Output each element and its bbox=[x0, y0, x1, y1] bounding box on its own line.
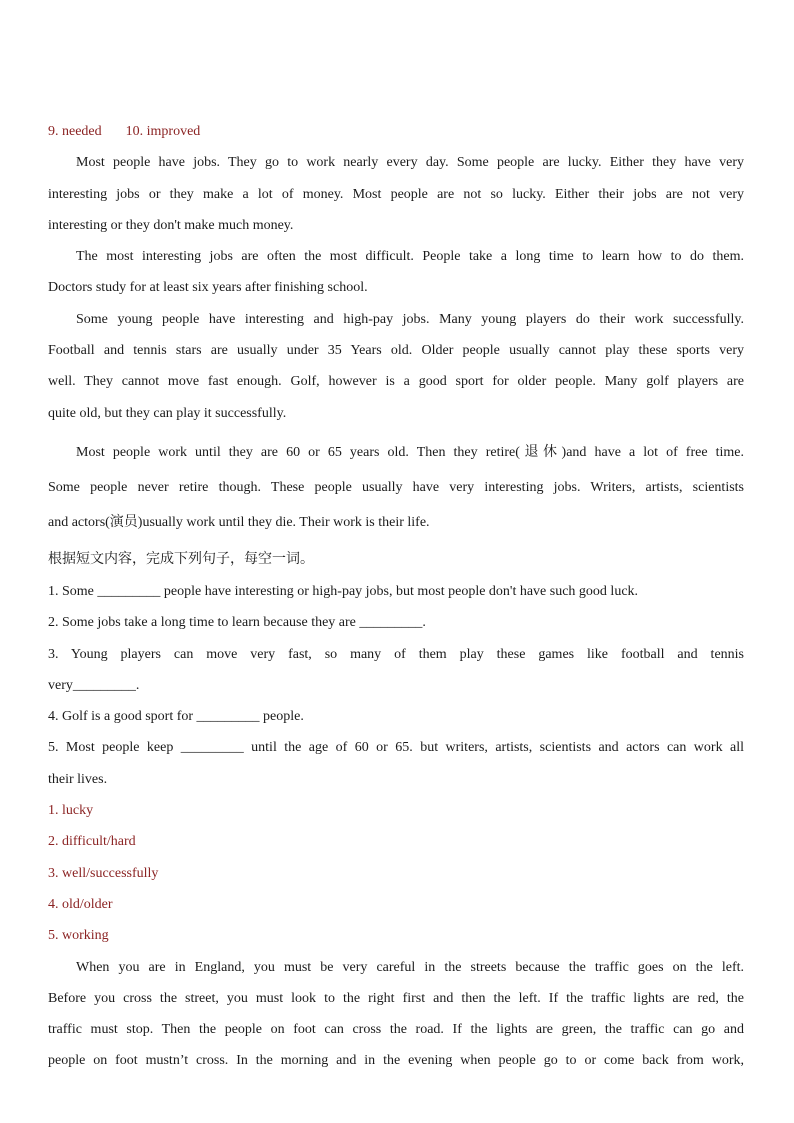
exercise-instruction: 根据短文内容，完成下列句子，每空一词。 bbox=[48, 550, 314, 567]
answer-list bbox=[48, 795, 744, 951]
question-5: 5. Most people keep _________ until the age of 60 or 65. but writers, artists, scientists and actors can work all bbox=[48, 740, 744, 756]
question-5-continued: their lives. bbox=[48, 771, 108, 787]
document-page bbox=[48, 116, 744, 1077]
answer-item: 2. difficult/hard bbox=[48, 834, 136, 850]
question-list bbox=[48, 576, 744, 795]
answer-10: 10. improved bbox=[125, 124, 201, 139]
text-line: Some young people have interesting and high-pay jobs. Many young players do their work successfully. bbox=[76, 311, 744, 327]
question-3: 3. Young players can move very fast, so many of them play these games like football and tennis bbox=[48, 646, 744, 662]
text-line: traffic must stop. Then the people on foot can cross the road. If the lights are green, the traffic can go and bbox=[48, 1022, 744, 1038]
text-line: Most people have jobs. They go to work nearly every day. Some people are lucky. Either they have very bbox=[76, 155, 744, 171]
text-line: Before you cross the street, you must look to the right first and then the left. If the traffic lights are red, the bbox=[48, 990, 744, 1006]
question-4: 4. Golf is a good sport for _________ people. bbox=[48, 709, 304, 725]
text-line: interesting or they don't make much money. bbox=[48, 217, 294, 233]
passage-paragraph-4 bbox=[48, 435, 744, 540]
text-line: The most interesting jobs are often the most difficult. People take a long time to learn how to do them. bbox=[76, 249, 744, 265]
text-line: Most people work until they are 60 or 65 years old. Then they retire(退休)and have a lot of free time. bbox=[76, 444, 744, 460]
question-2: 2. Some jobs take a long time to learn because they are _________. bbox=[48, 615, 426, 631]
text-line: interesting jobs or they make a lot of money. Most people are not so lucky. Either their jobs are not very bbox=[48, 186, 744, 202]
answer-9: 9. needed bbox=[48, 124, 102, 139]
text-line: When you are in England, you must be very careful in the streets because the traffic goes on the left. bbox=[76, 959, 744, 975]
question-1: 1. Some _________ people have interesting or high-pay jobs, but most people don't have such good luck. bbox=[48, 583, 639, 599]
text-line: people on foot mustn’t cross. In the morning and in the evening when people go to or come back from work, bbox=[48, 1053, 744, 1069]
passage-paragraph-3 bbox=[48, 304, 744, 429]
passage-paragraph-1 bbox=[48, 147, 744, 241]
answer-item: 3. well/successfully bbox=[48, 865, 159, 881]
text-line: Doctors study for at least six years after finishing school. bbox=[48, 280, 368, 296]
text-line: well. They cannot move fast enough. Golf, however is a good sport for older people. Many golf players are bbox=[48, 374, 744, 390]
answer-item: 5. working bbox=[48, 928, 109, 944]
text-line: and actors(演员)usually work until they die. Their work is their life. bbox=[48, 514, 430, 530]
previous-answers bbox=[48, 116, 744, 147]
text-line: Some people never retire though. These people usually have very interesting jobs. Writers, artists, scientists bbox=[48, 479, 744, 495]
passage-2 bbox=[48, 952, 744, 1077]
answer-item: 1. lucky bbox=[48, 803, 94, 819]
passage-paragraph-2 bbox=[48, 241, 744, 304]
question-3-continued: very_________. bbox=[48, 677, 140, 693]
answer-item: 4. old/older bbox=[48, 896, 113, 912]
text-line: Football and tennis stars are usually under 35 Years old. Older people usually cannot play these sports very bbox=[48, 343, 744, 359]
text-line: quite old, but they can play it successfully. bbox=[48, 405, 287, 421]
